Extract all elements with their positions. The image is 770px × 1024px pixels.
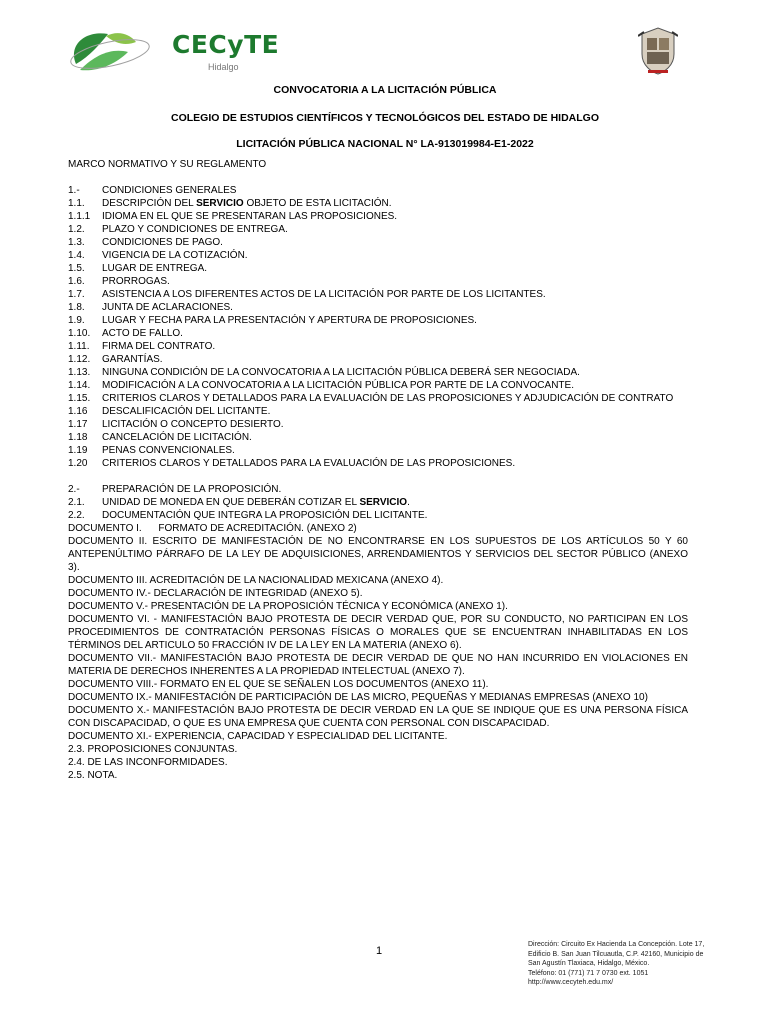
list-item: 1.6. PRORROGAS. (68, 276, 170, 287)
document-item: DOCUMENTO I. FORMATO DE ACREDITACIÓN. (ANEXO 2) (68, 523, 357, 534)
page-number: 1 (376, 945, 383, 957)
list-item: 2.- PREPARACIÓN DE LA PROPOSICIÓN. (68, 484, 282, 495)
list-item: 1.13. NINGUNA CONDICIÓN DE LA CONVOCATORIA A LA LICITACIÓN PÚBLICA DEBERÁ SER NEGOCIADA. (68, 367, 580, 378)
list-item: 2.2. DOCUMENTACIÓN QUE INTEGRA LA PROPOSICIÓN DEL LICITANTE. (68, 510, 428, 521)
document-item: DOCUMENTO VI. - MANIFESTACIÓN BAJO PROTESTA DE DECIR VERDAD QUE, POR SU CONDUCTO, NO PARTICIPAN EN LOS PROCEDIMIENTOS DE CONTRATACIÓN PERSONAS FÍSICAS O MORALES QUE SE ENCUENTRAN INHABILITADAS EN LOS TÉRMINOS DEL ARTICULO 50 FRACCIÓN IV DE LA LEY EN LA MATERIA (ANEXO 6). (68, 614, 688, 651)
document-item: DOCUMENTO IV.- DECLARACIÓN DE INTEGRIDAD (ANEXO 5). (68, 588, 363, 599)
list-item: 1.4. VIGENCIA DE LA COTIZACIÓN. (68, 250, 248, 261)
footer-address: Dirección: Circuito Ex Hacienda La Concepción. Lote 17, Edificio B. San Juan Tilcuautla, C.P. 42160, Municipio de San Agustín Tlaxiaca, Hidalgo, México. Teléfono: 01 (771) 71 7 0730 ext. 1051 http://www.cecyteh.edu.mx/ (528, 940, 728, 988)
licitacion-number: LICITACIÓN PÚBLICA NACIONAL N° LA-913019984-E1-2022 (236, 138, 534, 150)
list-item: 1.20 CRITERIOS CLAROS Y DETALLADOS PARA LA EVALUACIÓN DE LAS PROPOSICIONES. (68, 458, 516, 469)
document-item: DOCUMENTO X.- MANIFESTACIÓN BAJO PROTESTA DE DECIR VERDAD EN LA QUE SE INDIQUE QUE ES UNA PERSONA FÍSICA CON DISCAPACIDAD, O QUE ES UNA EMPRESA QUE CUENTA CON PERSONAL CON DISCAPACIDAD. (68, 705, 688, 729)
document-item: 2.3. PROPOSICIONES CONJUNTAS. (68, 744, 238, 755)
marco-normativo: MARCO NORMATIVO Y SU REGLAMENTO (68, 159, 267, 170)
document-item: DOCUMENTO IX.- MANIFESTACIÓN DE PARTICIPACIÓN DE LAS MICRO, PEQUEÑAS Y MEDIANAS EMPRESAS (ANEXO 10) (68, 692, 648, 703)
list-item: 1.9. LUGAR Y FECHA PARA LA PRESENTACIÓN Y APERTURA DE PROPOSICIONES. (68, 315, 477, 326)
list-item: 1.1. DESCRIPCIÓN DEL SERVICIO OBJETO DE ESTA LICITACIÓN. (68, 198, 392, 209)
section-2 (68, 483, 688, 782)
document-item: DOCUMENTO VII.- MANIFESTACIÓN BAJO PROTESTA DE DECIR VERDAD DE QUE NO HAN INCURRIDO EN VIOLACIONES EN MATERIA DE DERECHOS INHERENTES A LA PROPIEDAD INTELECTUAL (ANEXO 7). (68, 653, 688, 677)
list-item: 1.17 LICITACIÓN O CONCEPTO DESIERTO. (68, 419, 284, 430)
list-item: 1.3. CONDICIONES DE PAGO. (68, 237, 223, 248)
list-item: 1.2. PLAZO Y CONDICIONES DE ENTREGA. (68, 224, 288, 235)
list-item: 1.1.1 IDIOMA EN EL QUE SE PRESENTARAN LAS PROPOSICIONES. (68, 211, 398, 222)
list-item: 1.12. GARANTÍAS. (68, 354, 163, 365)
list-item: 1.11. FIRMA DEL CONTRATO. (68, 341, 216, 352)
list-item: 1.7. ASISTENCIA A LOS DIFERENTES ACTOS DE LA LICITACIÓN POR PARTE DE LOS LICITANTES. (68, 289, 546, 300)
institution-name: COLEGIO DE ESTUDIOS CIENTÍFICOS Y TECNOLÓGICOS DEL ESTADO DE HIDALGO (170, 112, 599, 124)
logo-name: CECyTE (172, 30, 280, 59)
list-item: 1.8. JUNTA DE ACLARACIONES. (68, 302, 233, 313)
list-item: 1.5. LUGAR DE ENTREGA. (68, 263, 208, 274)
document-title: CONVOCATORIA A LA LICITACIÓN PÚBLICA (273, 84, 497, 96)
document-body (68, 158, 688, 782)
document-item: DOCUMENTO VIII.- FORMATO EN EL QUE SE SEÑALEN LOS DOCUMENTOS (ANEXO 11). (68, 679, 489, 690)
website-link[interactable]: http://www.cecyteh.edu.mx/ (528, 979, 614, 986)
list-item: 1.19 PENAS CONVENCIONALES. (68, 445, 235, 456)
list-item: 2.1. UNIDAD DE MONEDA EN QUE DEBERÁN COTIZAR EL SERVICIO. (68, 497, 410, 508)
list-item: 1.16 DESCALIFICACIÓN DEL LICITANTE. (68, 406, 271, 417)
section-1-list (68, 184, 688, 470)
list-item: 1.15. CRITERIOS CLAROS Y DETALLADOS PARA LA EVALUACIÓN DE LAS PROPOSICIONES Y ADJUDICACIÓN DE CONTRATO (68, 393, 674, 404)
document-item: DOCUMENTO XI.- EXPERIENCIA, CAPACIDAD Y ESPECIALIDAD DEL LICITANTE. (68, 731, 448, 742)
document-item: DOCUMENTO II. ESCRITO DE MANIFESTACIÓN DE NO ENCONTRARSE EN LOS SUPUESTOS DE LOS ARTÍCULOS 50 Y 60 ANTEPENÚLTIMO PÁRRAFO DE LA LEY DE ADQUISICIONES, ARRENDAMIENTOS Y SERVICIOS DEL SECTOR PÚBLICO (ANEXO 3). (68, 536, 688, 573)
list-item: 1.14. MODIFICACIÓN A LA CONVOCATORIA A LA LICITACIÓN PÚBLICA POR PARTE DE LA CONVOCANTE. (68, 380, 574, 391)
state-seal-icon (638, 26, 678, 76)
list-item: 1.- CONDICIONES GENERALES (68, 185, 237, 196)
list-item: 1.18 CANCELACIÓN DE LICITACIÓN. (68, 432, 252, 443)
document-item: DOCUMENTO III. ACREDITACIÓN DE LA NACIONALIDAD MEXICANA (ANEXO 4). (68, 575, 444, 586)
cecyte-logo (66, 26, 280, 78)
logo-sub: Hidalgo (208, 62, 239, 72)
leaf-logo-icon (66, 26, 176, 78)
document-item: 2.4. DE LAS INCONFORMIDADES. (68, 757, 228, 768)
document-item: 2.5. NOTA. (68, 770, 118, 781)
document-item: DOCUMENTO V.- PRESENTACIÓN DE LA PROPOSICIÓN TÉCNICA Y ECONÓMICA (ANEXO 1). (68, 601, 508, 612)
list-item: 1.10. ACTO DE FALLO. (68, 328, 183, 339)
